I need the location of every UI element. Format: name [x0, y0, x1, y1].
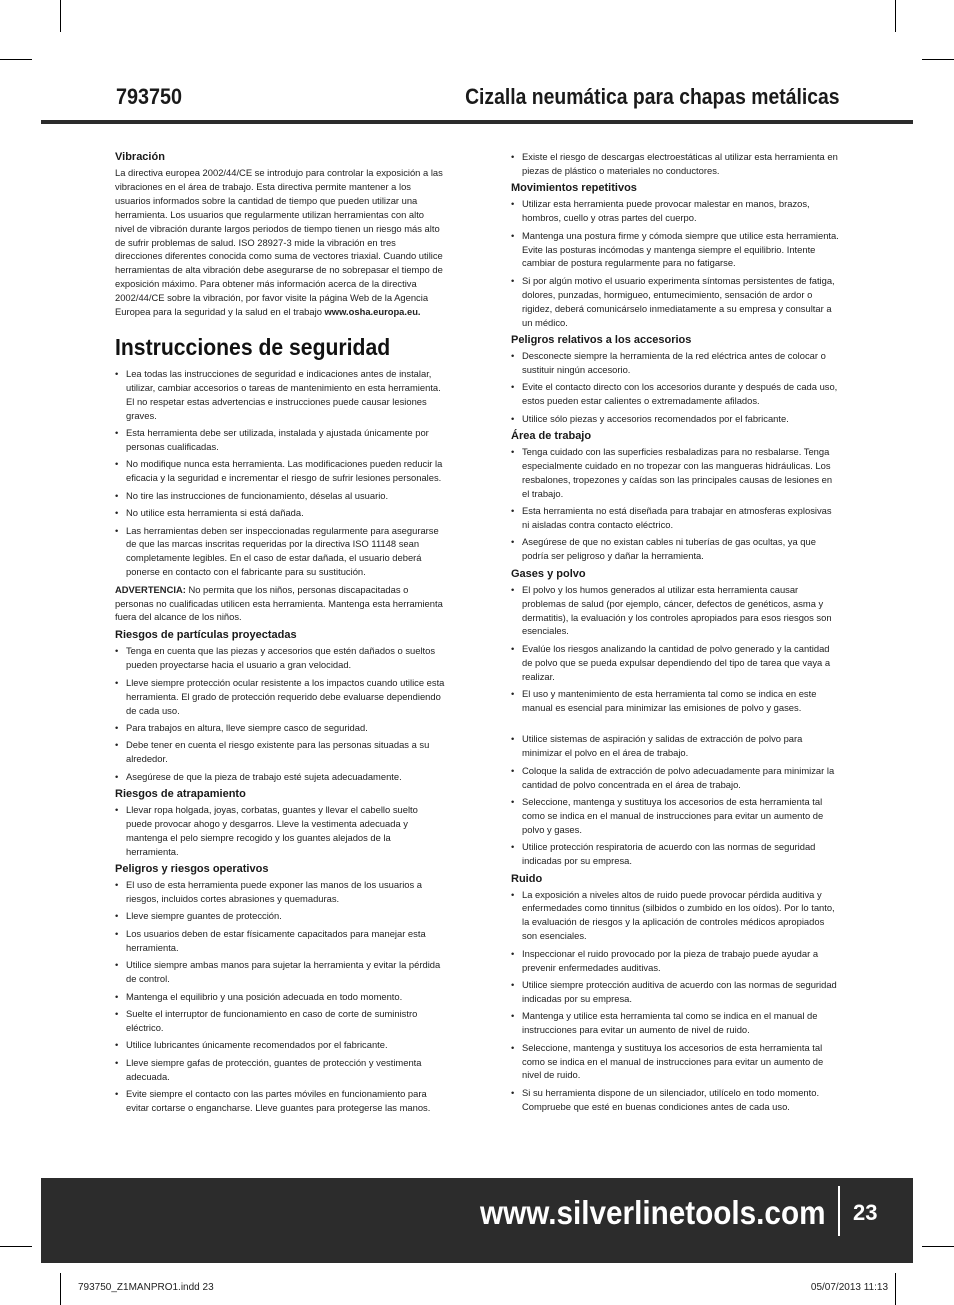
- list-item: • La exposición a niveles altos de ruido puede provocar pérdida auditiva y enfermedades como tinnitus (silbidos o zumbido en los oídos). Por lo tanto, la evaluación de riesgos y la aplicación de controles médicos apropiados son esenciales.: [511, 888, 841, 944]
- file-slug: 793750_Z1MANPRO1.indd 23: [78, 1282, 214, 1293]
- vibracion-text: La directiva europea 2002/44/CE se introdujo para controlar la exposición a las vibraciones en el área de trabajo. Esta directiva permite mantener a los usuarios informados sobre la cantidad de tiempo que pueden utilizar una herramienta. Los usuarios que regularmente utilizan herramientas con alto nivel de vibración durante largos periodos de tiempo tienen un riesgo más alto de sufrir problemas de salud. ISO 28927-3 mide la vibración en tres direcciones diferentes conocida como suma de vectores triaxial. Cuando utilice herramientas de alta vibración debe asegurarse de no sobrepasar el tiempo de exposición máximo. Para obtener más información acerca de la directiva 2002/44/CE sobre la vibración, por favor visite la página Web de la Agencia Europea para la seguridad y la salud en el trabajo: [115, 167, 443, 318]
- area-list: [511, 445, 841, 563]
- list-item: • Suelte el interruptor de funcionamiento en caso de corte de suministro eléctrico.: [115, 1007, 445, 1035]
- list-item: • Asegúrese de que no existan cables ni tuberías de gas ocultas, ya que podría ser peligroso y dañar la herramienta.: [511, 535, 841, 563]
- list-item: • Lleve siempre protección ocular resistente a los impactos cuando utilice esta herramienta. El grado de protección requerido debe evaluarse dependiendo de cada uso.: [115, 676, 445, 718]
- list-item: • El uso de esta herramienta puede exponer las manos de los usuarios a riesgos, incluidos cortes abrasiones y quemaduras.: [115, 878, 445, 906]
- list-item: • Lleve siempre guantes de protección.: [115, 909, 445, 923]
- date-slug: 05/07/2013 11:13: [810, 1282, 888, 1293]
- osha-link[interactable]: www.osha.europa.eu.: [324, 306, 421, 318]
- section-title-atrapamiento: Riesgos de atrapamiento: [115, 788, 246, 801]
- list-item: • Lea todas las instrucciones de seguridad e indicaciones antes de instalar, utilizar, cambiar accesorios o tareas de mantenimiento en esta herramienta. El no respetar estas advertencias e instrucciones puede causar lesiones graves.: [115, 367, 445, 423]
- list-item: • Mantenga y utilice esta herramienta tal como se indica en el manual de instrucciones para evitar un aumento de nivel de ruido.: [511, 1009, 841, 1037]
- list-item: • No modifique nunca esta herramienta. Las modificaciones pueden reducir la eficacia y la seguridad e incrementar el riesgo de sufrir lesiones personales.: [115, 457, 445, 485]
- section-title-ruido: Ruido: [511, 872, 543, 885]
- list-item: • Utilice siempre protección auditiva de acuerdo con las normas de seguridad indicadas por su empresa.: [511, 978, 841, 1006]
- list-item: • Utilice lubricantes únicamente recomendados por el fabricante.: [115, 1038, 445, 1052]
- section-title-particulas: Riesgos de partículas proyectadas: [115, 629, 297, 642]
- list-item: • No utilice esta herramienta si está dañada.: [115, 506, 445, 520]
- atrapamiento-list: [115, 803, 445, 859]
- list-item: • Evite siempre el contacto con las partes móviles en funcionamiento para evitar cortarse o engancharse. Lleve guantes para protegerse las manos.: [115, 1087, 445, 1115]
- list-item: • Si por algún motivo el usuario experimenta síntomas persistentes de fatiga, dolores, punzadas, hormigueo, entumecimiento, sensación de ardor o rigidez, deberá comunicárselo inmediatamente a su empresa y consultar a un médico.: [511, 274, 841, 330]
- list-item: • Tenga cuidado con las superficies resbaladizas para no resbalarse. Tenga especialmente cuidado en no tropezar con las mangueras hidráulicas. Los resbalones, tropezones y caídas son las principales causas de lesiones en el trabajo.: [511, 445, 841, 501]
- page-number: 23: [853, 1200, 878, 1225]
- advertencia-paragraph: [115, 583, 445, 625]
- ruido-list: [511, 888, 841, 1114]
- section-title-movimientos: Movimientos repetitivos: [511, 182, 637, 195]
- right-column: [511, 150, 841, 1117]
- list-item: • Inspeccionar el ruido provocado por la pieza de trabajo puede ayudar a prevenir enfermedades auditivas.: [511, 947, 841, 975]
- list-item: • Esta herramienta no está diseñada para trabajar en atmosferas explosivas ni aisladas contra contacto eléctrico.: [511, 504, 841, 532]
- instrucciones-list: [115, 367, 445, 579]
- crop-mark: [60, 1273, 61, 1305]
- section-title-accesorios: Peligros relativos a los accesorios: [511, 333, 692, 346]
- list-item: • Los usuarios deben de estar físicamente capacitados para manejar esta herramienta.: [115, 927, 445, 955]
- advertencia-text: No permita que los niños, personas discapacitadas o personas no cualificadas utilicen esta herramienta. Mantenga esta herramienta fuera del alcance de los niños.: [115, 583, 443, 623]
- advertencia-label: ADVERTENCIA:: [115, 583, 186, 595]
- operativos-list: [115, 878, 445, 1115]
- list-item: • Asegúrese de que la pieza de trabajo esté sujeta adecuadamente.: [115, 770, 445, 784]
- list-item: • Utilizar esta herramienta puede provocar malestar en manos, brazos, hombros, cuello y otras partes del cuerpo.: [511, 197, 841, 225]
- crop-mark: [0, 59, 32, 60]
- list-item: • Evalúe los riesgos analizando la cantidad de polvo generado y la cantidad de polvo que se pueda expulsar dependiendo del tipo de tarea que vaya a realizar.: [511, 642, 841, 684]
- list-item: • Existe el riesgo de descargas electroestáticas al utilizar esta herramienta en piezas de plástico o materiales no conductores.: [511, 150, 841, 178]
- list-item: • Utilice siempre ambas manos para sujetar la herramienta y evitar la pérdida de control.: [115, 958, 445, 986]
- header-rule: [41, 120, 913, 124]
- list-item: • No tire las instrucciones de funcionamiento, déselas al usuario.: [115, 489, 445, 503]
- crop-mark: [922, 59, 954, 60]
- intro-list: [511, 150, 841, 178]
- spacer: [511, 718, 841, 732]
- list-item: • Mantenga una postura firme y cómoda siempre que utilice esta herramienta. Evite las posturas incómodas y mantenga siempre el equilibrio. Intente cambiar de postura regularmente para no fatigarse.: [511, 229, 841, 271]
- accesorios-list: [511, 349, 841, 426]
- list-item: • Desconecte siempre la herramienta de la red eléctrica antes de colocar o sustituir ningún accesorio.: [511, 349, 841, 377]
- list-item: • Llevar ropa holgada, joyas, corbatas, guantes y llevar el cabello suelto puede provocar ahogo y desgarros. Lleve la vestimenta adecuada y mantenga el pelo siempre recogido y los guantes alejados de la herramienta.: [115, 803, 445, 859]
- list-item: • Seleccione, mantenga y sustituya los accesorios de esta herramienta tal como se indica en el manual de instrucciones para evitar un aumento de nivel de ruido.: [511, 1041, 841, 1083]
- list-item: • Esta herramienta debe ser utilizada, instalada y ajustada únicamente por personas cualificadas.: [115, 426, 445, 454]
- list-item: • Debe tener en cuenta el riesgo existente para las personas situadas a su alrededor.: [115, 738, 445, 766]
- list-item: • Mantenga el equilibrio y una posición adecuada en todo momento.: [115, 990, 445, 1004]
- list-item: • Utilice protección respiratoria de acuerdo con las normas de seguridad indicadas por su empresa.: [511, 840, 841, 868]
- left-column: [115, 150, 445, 1118]
- vibracion-paragraph: [115, 166, 445, 319]
- list-item: • Utilice sistemas de aspiración y salidas de extracción de polvo para minimizar el polvo en el área de trabajo.: [511, 732, 841, 760]
- list-item: • Lleve siempre gafas de protección, guantes de protección y vestimenta adecuada.: [115, 1056, 445, 1084]
- section-heading-instrucciones: Instrucciones de seguridad: [115, 333, 391, 360]
- list-item: • Si su herramienta dispone de un silenciador, utilícelo en todo momento. Compruebe que esté en buenas condiciones antes de cada uso.: [511, 1086, 841, 1114]
- list-item: • Tenga en cuenta que las piezas y accesorios que estén dañados o sueltos pueden proyectarse hacia el usuario a gran velocidad.: [115, 644, 445, 672]
- section-title-operativos: Peligros y riesgos operativos: [115, 863, 269, 876]
- crop-mark: [895, 0, 896, 32]
- website-link[interactable]: www.silverlinetools.com: [480, 1194, 826, 1231]
- section-title-area: Área de trabajo: [511, 430, 592, 442]
- gases-list: [511, 583, 841, 715]
- section-title-vibracion: Vibración: [115, 151, 165, 163]
- crop-mark: [0, 1246, 32, 1247]
- crop-mark: [60, 0, 61, 32]
- list-item: • El polvo y los humos generados al utilizar esta herramienta causar problemas de salud (por ejemplo, cáncer, defectos de genéticos, asma y dermatitis), la evaluación y los controles apropiados para esos riesgos son esenciales.: [511, 583, 841, 639]
- list-item: • Para trabajos en altura, lleve siempre casco de seguridad.: [115, 721, 445, 735]
- list-item: • Utilice sólo piezas y accesorios recomendados por el fabricante.: [511, 412, 841, 426]
- crop-mark: [895, 1273, 896, 1305]
- gases-list-2: [511, 732, 841, 868]
- product-code: 793750: [116, 84, 183, 109]
- list-item: • Evite el contacto directo con los accesorios durante y después de cada uso, estos pueden estar calientes o extremadamente afilados.: [511, 380, 841, 408]
- crop-mark: [922, 1246, 954, 1247]
- footer-divider: [838, 1186, 840, 1236]
- movimientos-list: [511, 197, 841, 329]
- particulas-list: [115, 644, 445, 783]
- list-item: • El uso y mantenimiento de esta herramienta tal como se indica en este manual es esencial para minimizar las emisiones de polvo y gases.: [511, 687, 841, 715]
- page-title: Cizalla neumática para chapas metálicas: [465, 84, 840, 109]
- list-item: • Seleccione, mantenga y sustituya los accesorios de esta herramienta tal como se indica en el manual de instrucciones para evitar un aumento de polvo y gases.: [511, 795, 841, 837]
- list-item: • Coloque la salida de extracción de polvo adecuadamente para minimizar la cantidad de polvo concentrada en el área de trabajo.: [511, 764, 841, 792]
- list-item: • Las herramientas deben ser inspeccionadas regularmente para asegurarse de que las marcas inscritas requeridas por la directiva ISO 11148 sean completamente legibles. En el caso de estar dañada, el usuario deberá ponerse en contacto con el fabricante para su sustitución.: [115, 524, 445, 580]
- section-title-gases: Gases y polvo: [511, 567, 586, 580]
